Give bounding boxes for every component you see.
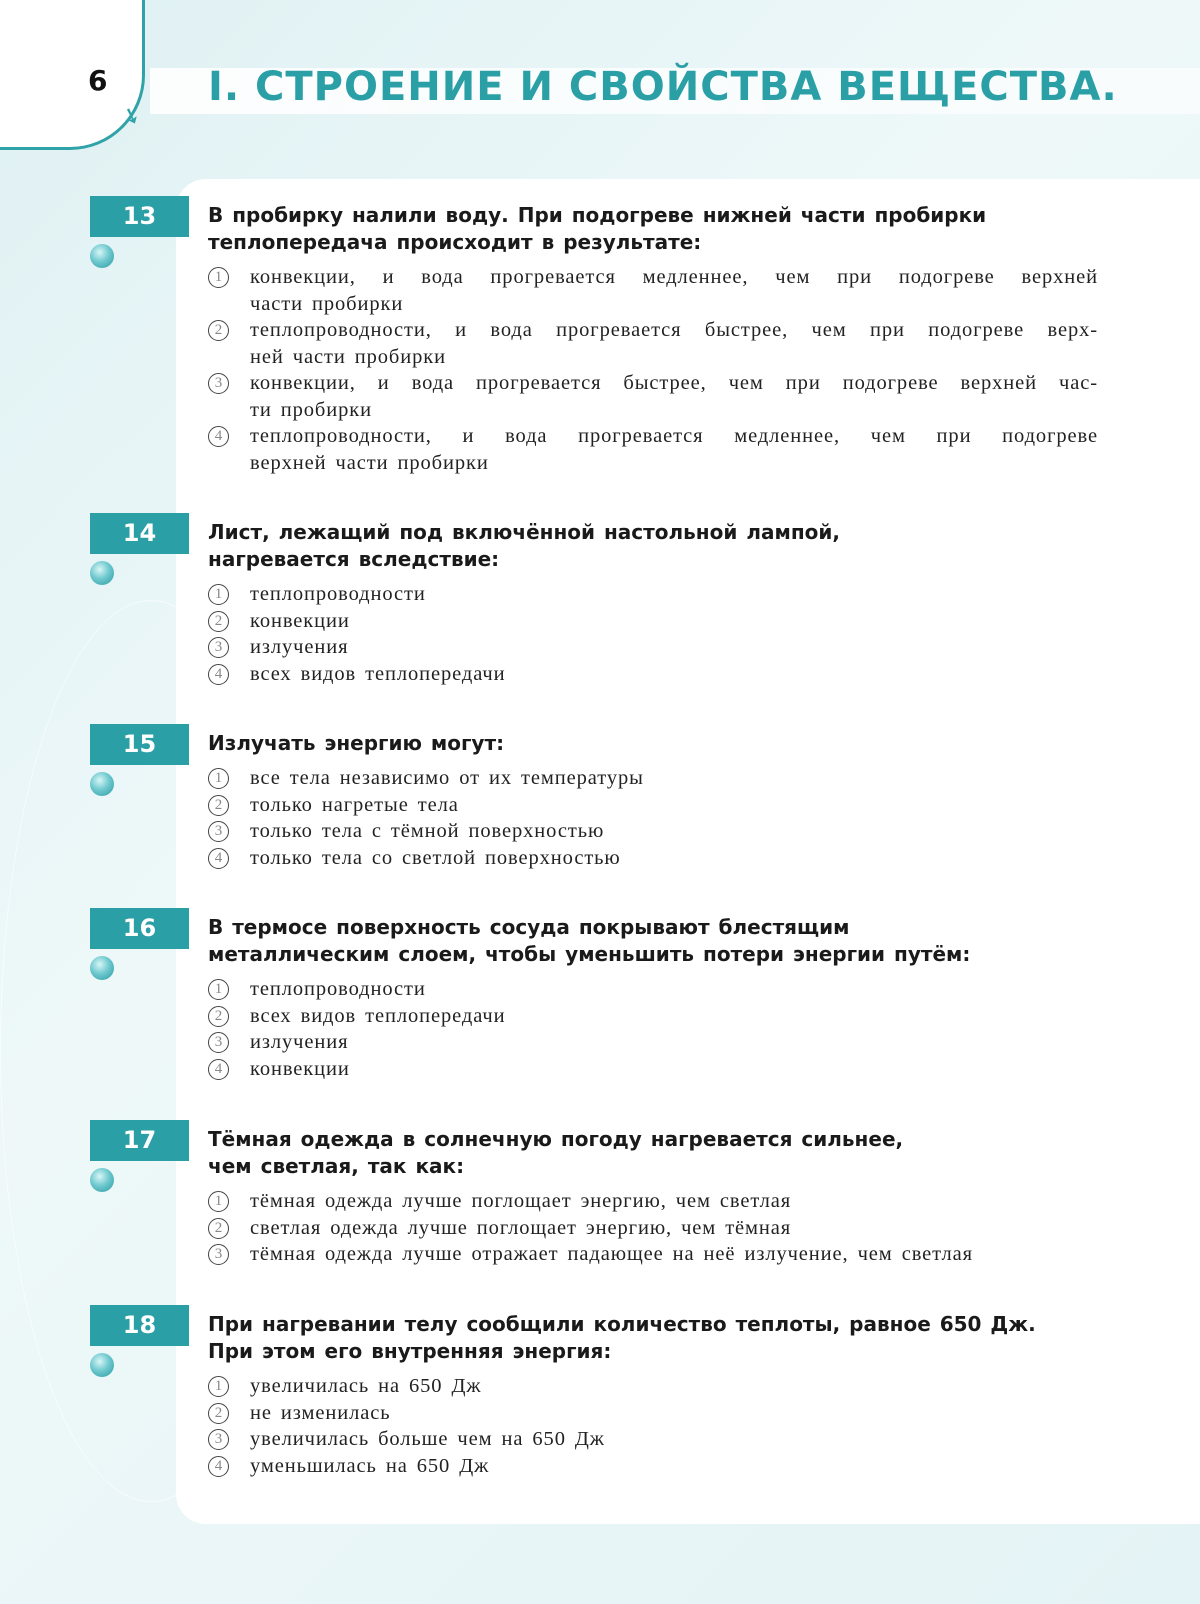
answer-options — [208, 264, 1098, 476]
option-number-circle: 3 — [208, 637, 229, 658]
bullet-ball-icon — [90, 1353, 114, 1377]
prompt-line: Тёмная одежда в солнечную погоду нагревается сильнее, — [208, 1127, 904, 1151]
option-number-circle: 1 — [208, 267, 229, 288]
option-text-line: только тела с тёмной поверхностью — [250, 820, 605, 842]
question-prompt — [208, 519, 1098, 573]
answer-option — [208, 1188, 1098, 1215]
answer-options — [208, 765, 1098, 871]
option-text-line: не изменилась — [250, 1401, 391, 1424]
answer-option — [208, 1241, 1098, 1268]
option-number-circle: 2 — [208, 1006, 229, 1027]
answer-option — [208, 317, 1098, 370]
option-number-circle: 3 — [208, 373, 229, 394]
option-number-circle: 2 — [208, 795, 229, 816]
option-text-line: конвекции, и вода прогревается быстрее, чем при подогреве верхней час- — [250, 372, 1098, 394]
option-text-line: верхней части пробирки — [250, 451, 489, 474]
bullet-ball-icon — [90, 1168, 114, 1192]
option-text-line: только нагретые тела — [250, 793, 459, 816]
answer-option — [208, 634, 1098, 661]
answer-option — [208, 1373, 1098, 1400]
prompt-line: теплопередача происходит в результате: — [208, 230, 702, 254]
option-text-line: тёмная одежда лучше отражает падающее на неё излучение, чем светлая — [250, 1243, 973, 1265]
prompt-line: При нагревании телу сообщили количество теплоты, равное 650 Дж. — [208, 1312, 1036, 1336]
answer-options — [208, 1188, 1098, 1268]
question-prompt — [208, 730, 1098, 757]
option-text-line: уменьшилась на 650 Дж — [250, 1454, 490, 1477]
option-text-line: части пробирки — [250, 292, 404, 315]
page-number: 6 — [88, 64, 108, 97]
question-prompt — [208, 202, 1098, 256]
option-number-circle: 4 — [208, 664, 229, 685]
answer-option — [208, 661, 1098, 688]
answer-option — [208, 818, 1098, 845]
option-text-line: конвекции — [250, 609, 350, 632]
bullet-ball-icon — [90, 772, 114, 796]
option-number-circle: 1 — [208, 1191, 229, 1212]
question-number-badge: 18 — [90, 1305, 189, 1346]
bullet-ball-icon — [90, 956, 114, 980]
answer-option — [208, 1215, 1098, 1242]
option-number-circle: 3 — [208, 1032, 229, 1053]
option-text-line: увеличилась на 650 Дж — [250, 1375, 482, 1397]
option-number-circle: 1 — [208, 1376, 229, 1397]
answer-option — [208, 1003, 1098, 1030]
answer-option — [208, 1426, 1098, 1453]
bullet-ball-icon — [90, 244, 114, 268]
prompt-line: Излучать энергию могут: — [208, 731, 505, 755]
option-text-line: конвекции — [250, 1057, 350, 1080]
option-text-line: только тела со светлой поверхностью — [250, 846, 621, 869]
option-text-line: излучения — [250, 1031, 349, 1053]
answer-option — [208, 976, 1098, 1003]
answer-option — [208, 423, 1098, 476]
page-number-circle — [0, 0, 145, 150]
option-number-circle: 3 — [208, 1429, 229, 1450]
option-text-line: тёмная одежда лучше поглощает энергию, чем светлая — [250, 1190, 792, 1212]
answer-option — [208, 581, 1098, 608]
option-number-circle: 4 — [208, 1059, 229, 1080]
option-text-line: всех видов теплопередачи — [250, 1004, 506, 1027]
option-number-circle: 2 — [208, 1403, 229, 1424]
option-number-circle: 3 — [208, 1244, 229, 1265]
question-prompt — [208, 1311, 1098, 1365]
option-text-line: теплопроводности — [250, 583, 426, 605]
option-number-circle: 4 — [208, 1456, 229, 1477]
answer-option — [208, 264, 1098, 317]
answer-option — [208, 370, 1098, 423]
prompt-line: В пробирку налили воду. При подогреве нижней части пробирки — [208, 203, 987, 227]
answer-option — [208, 1400, 1098, 1427]
answer-option — [208, 765, 1098, 792]
prompt-line: металлическим слоем, чтобы уменьшить потери энергии путём: — [208, 942, 971, 966]
answer-option — [208, 1029, 1098, 1056]
option-number-circle: 1 — [208, 768, 229, 789]
answer-options — [208, 1373, 1098, 1479]
question-number-badge: 15 — [90, 724, 189, 765]
option-text-line: увеличилась больше чем на 650 Дж — [250, 1428, 605, 1450]
prompt-line: нагревается вследствие: — [208, 547, 500, 571]
option-text-line: все тела независимо от их температуры — [250, 767, 644, 789]
option-text-line: ней части пробирки — [250, 345, 446, 368]
option-text-line: всех видов теплопередачи — [250, 662, 506, 685]
option-number-circle: 4 — [208, 848, 229, 869]
option-number-circle: 4 — [208, 426, 229, 447]
option-text-line: теплопроводности, и вода прогревается медленнее, чем при подогреве — [250, 425, 1098, 447]
question-number-badge: 16 — [90, 908, 189, 949]
question-number-badge: 14 — [90, 513, 189, 554]
answer-option — [208, 1056, 1098, 1083]
prompt-line: чем светлая, так как: — [208, 1154, 465, 1178]
option-text-line: конвекции, и вода прогревается медленнее, чем при подогреве верхней — [250, 266, 1098, 288]
chapter-title: I. СТРОЕНИЕ И СВОЙСТВА ВЕЩЕСТВА. — [208, 64, 1118, 110]
option-number-circle: 2 — [208, 611, 229, 632]
question-prompt — [208, 914, 1098, 968]
answer-option — [208, 1453, 1098, 1480]
option-number-circle: 1 — [208, 979, 229, 1000]
option-number-circle: 2 — [208, 320, 229, 341]
option-text-line: теплопроводности, и вода прогревается быстрее, чем при подогреве верх- — [250, 319, 1098, 341]
bullet-ball-icon — [90, 561, 114, 585]
answer-options — [208, 976, 1098, 1082]
question-number-badge: 13 — [90, 196, 189, 237]
option-text-line: теплопроводности — [250, 978, 426, 1000]
prompt-line: В термосе поверхность сосуда покрывают блестящим — [208, 915, 850, 939]
arrow-icon: ➘ — [118, 101, 145, 132]
option-text-line: светлая одежда лучше поглощает энергию, чем тёмная — [250, 1216, 792, 1239]
question-number-badge: 17 — [90, 1120, 189, 1161]
answer-option — [208, 792, 1098, 819]
option-number-circle: 2 — [208, 1218, 229, 1239]
option-text-line: излучения — [250, 636, 349, 658]
prompt-line: Лист, лежащий под включённой настольной лампой, — [208, 520, 840, 544]
answer-option — [208, 845, 1098, 872]
option-number-circle: 3 — [208, 821, 229, 842]
answer-option — [208, 608, 1098, 635]
option-text-line: ти пробирки — [250, 398, 373, 421]
prompt-line: При этом его внутренняя энергия: — [208, 1339, 612, 1363]
question-prompt — [208, 1126, 1098, 1180]
answer-options — [208, 581, 1098, 687]
option-number-circle: 1 — [208, 584, 229, 605]
